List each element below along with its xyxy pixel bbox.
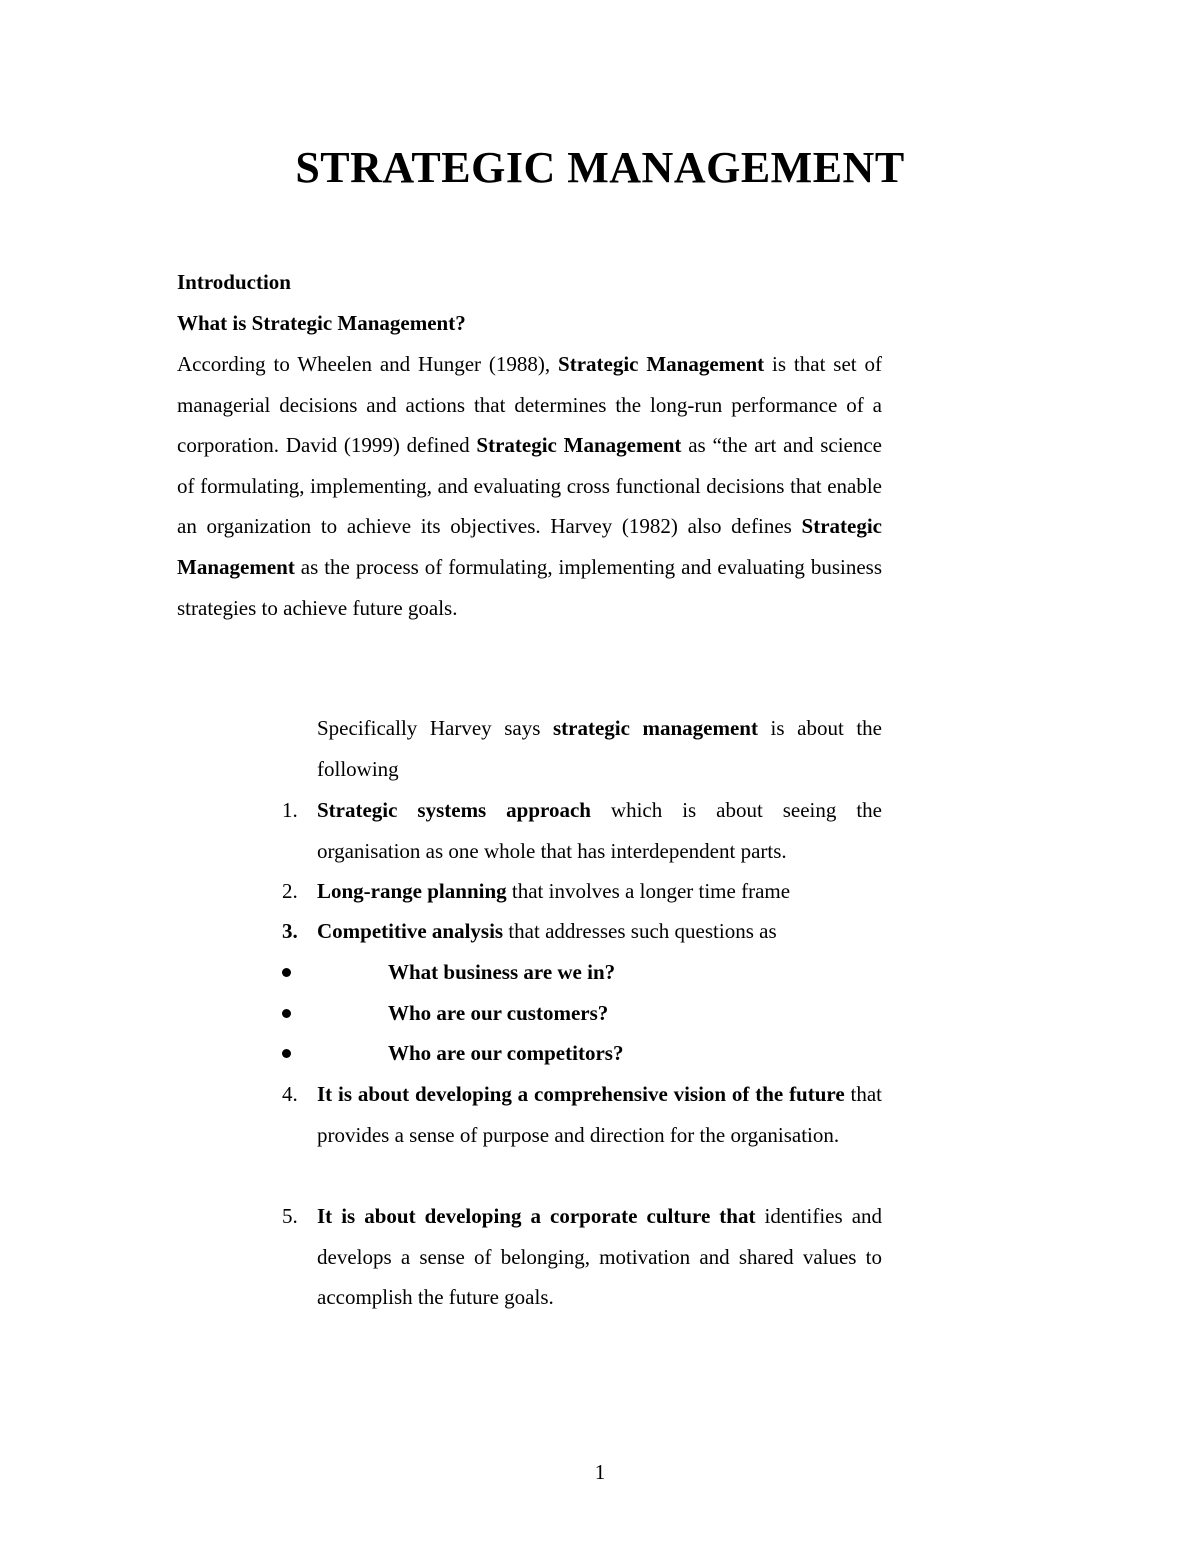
bullet-text: Who are our competitors? xyxy=(388,1041,624,1065)
bullet-dot-icon xyxy=(282,1049,291,1058)
list-number: 2. xyxy=(282,879,298,903)
lead-text-2: is about the following xyxy=(317,716,883,781)
list-item-bold: Competitive analysis xyxy=(317,919,504,943)
list-item-rest: that provides a sense of purpose and direction for the organisation. xyxy=(317,1082,883,1147)
para-text-2: is that set of managerial decisions and actions that determines the long-run performance of a corporation. David (1999) defined xyxy=(177,352,882,458)
list-item-rest: that involves a longer time frame xyxy=(506,879,791,903)
list-item-rest: which is about seeing the organisation as one whole that has interdependent parts. xyxy=(317,798,882,863)
list-lead-paragraph xyxy=(317,708,882,789)
list-number: 1. xyxy=(282,798,298,822)
page-number: 1 xyxy=(594,1460,606,1484)
list-item-text xyxy=(317,790,882,871)
list-item-text xyxy=(317,911,882,952)
para-text-1: According to Wheelen and Hunger (1988), xyxy=(177,352,559,376)
list-number: 4. xyxy=(282,1082,298,1106)
question-heading: What is Strategic Management? xyxy=(177,311,466,335)
bullet-dot-icon xyxy=(282,968,291,977)
para-bold-2: Strategic Management xyxy=(476,433,682,458)
bullet-text: What business are we in? xyxy=(388,960,616,984)
lead-bold: strategic management xyxy=(552,716,758,740)
list-number: 5. xyxy=(282,1204,298,1228)
list-item-text xyxy=(317,1196,882,1318)
list-item-rest: that addresses such questions as xyxy=(503,919,777,943)
list-item-text xyxy=(317,1074,882,1155)
list-item-bold: It is about developing a comprehensive vision of the future xyxy=(317,1082,845,1106)
introduction-heading: Introduction xyxy=(177,270,291,294)
para-text-3: as “the art and science of formulating, implementing, and evaluating cross functional decisions that enable an organization to achieve its objectives. Harvey (1982) also defines xyxy=(177,433,882,539)
para-bold-3: Strategic Management xyxy=(177,514,882,579)
para-bold-1: Strategic Management xyxy=(558,352,765,376)
list-number: 3. xyxy=(282,919,298,943)
intro-paragraph xyxy=(177,344,882,628)
list-item-rest: identifies and develops a sense of belonging, motivation and shared values to accomplish the future goals. xyxy=(317,1204,883,1310)
list-item-bold: It is about developing a corporate culture that xyxy=(317,1204,756,1228)
bullet-text: Who are our customers? xyxy=(388,1001,609,1025)
para-text-4: as the process of formulating, implementing and evaluating business strategies to achieve future goals. xyxy=(177,554,882,620)
list-item-bold: Long-range planning xyxy=(317,879,507,903)
list-item-bold: Strategic systems approach xyxy=(317,798,591,822)
lead-text-1: Specifically Harvey says xyxy=(317,716,553,740)
document-title: STRATEGIC MANAGEMENT xyxy=(295,143,905,192)
list-item-text xyxy=(317,871,882,912)
bullet-dot-icon xyxy=(282,1009,291,1018)
